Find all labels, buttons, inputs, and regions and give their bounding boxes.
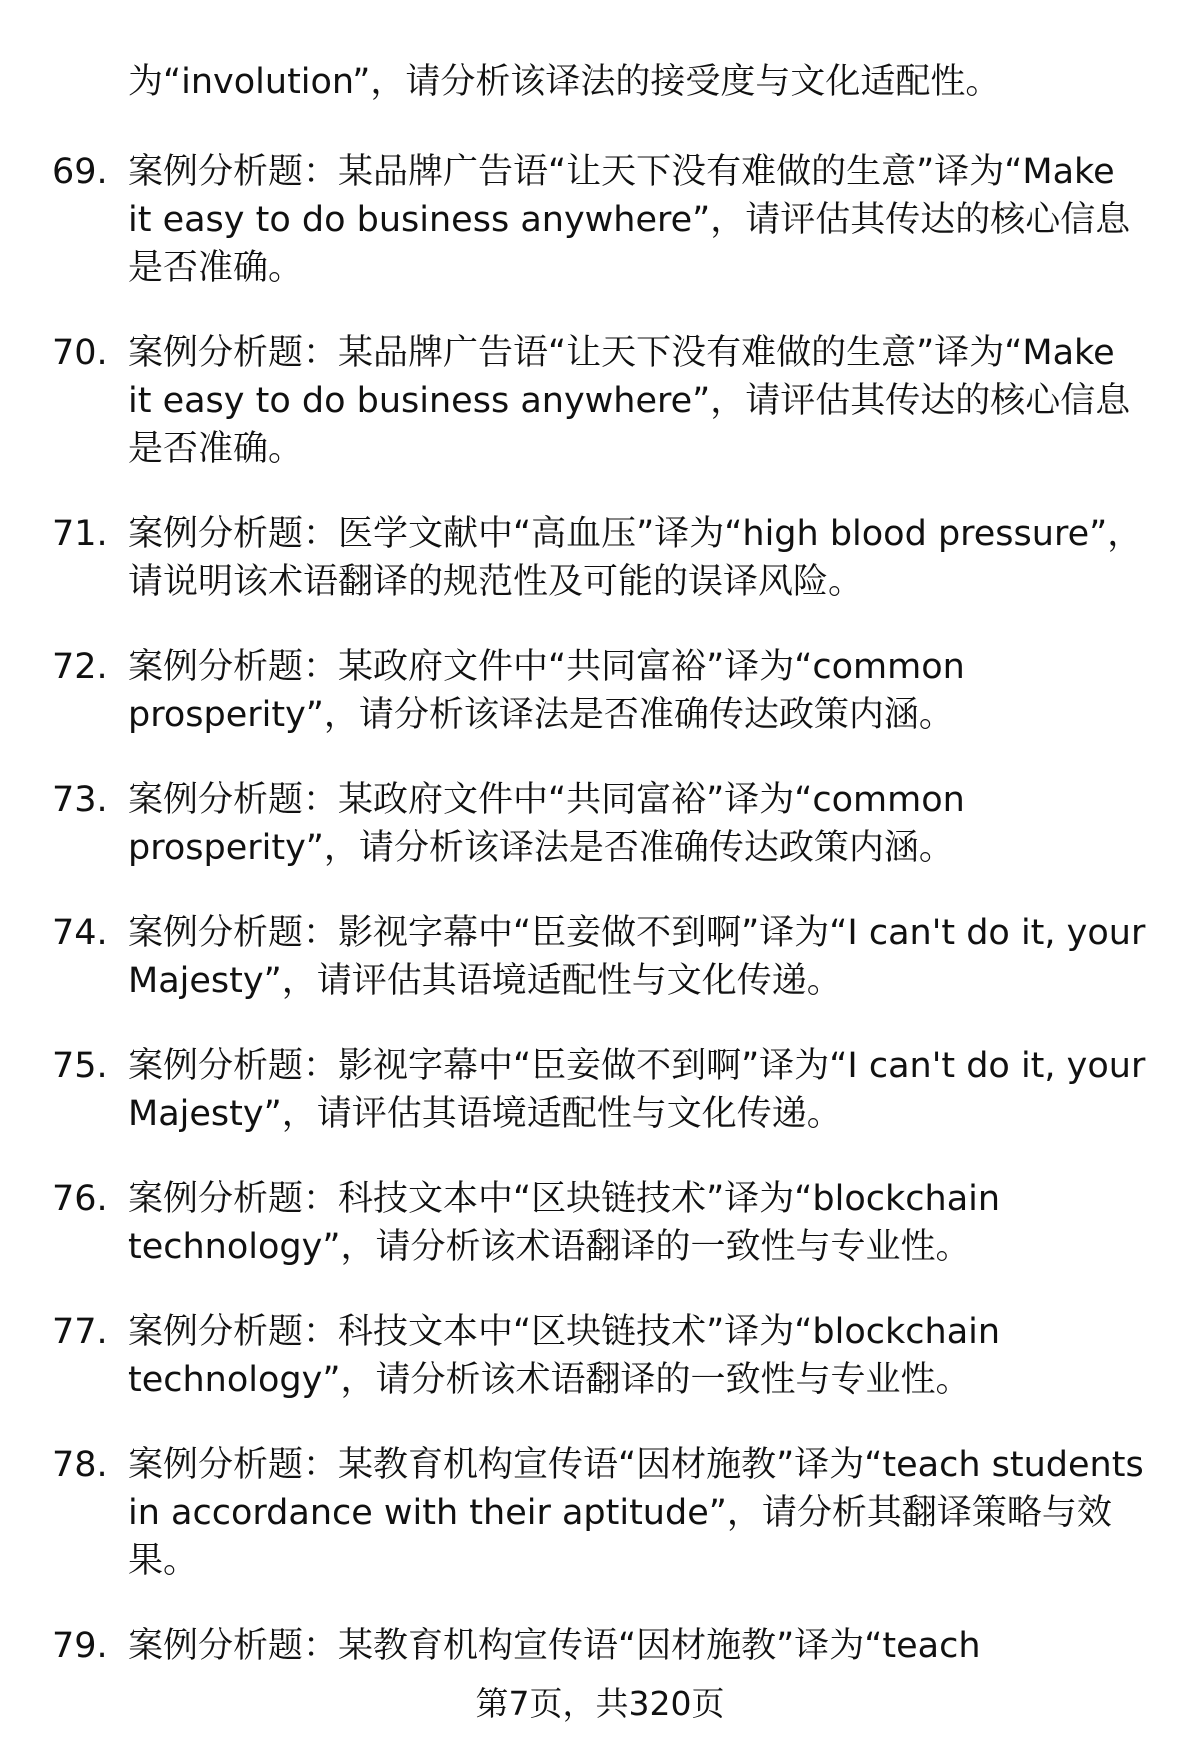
question-list xyxy=(0,148,1200,1707)
question-item xyxy=(0,148,1200,292)
question-number: 69. xyxy=(52,152,108,192)
question-number: 77. xyxy=(52,1312,108,1352)
question-number: 72. xyxy=(52,647,108,687)
question-text: 案例分析题：影视字幕中“臣妾做不到啊”译为“I can't do it, your Majesty”，请评估其语境适配性与文化传递。 xyxy=(128,913,1146,1001)
question-text: 案例分析题：影视字幕中“臣妾做不到啊”译为“I can't do it, your Majesty”，请评估其语境适配性与文化传递。 xyxy=(128,1046,1146,1134)
question-text: 案例分析题：某政府文件中“共同富裕”译为“common prosperity”，请分析该译法是否准确传达政策内涵。 xyxy=(128,647,965,735)
question-item xyxy=(0,1441,1200,1585)
question-item xyxy=(0,1622,1200,1670)
question-text: 案例分析题：某教育机构宣传语“因材施教”译为“teach students in accordance with their aptitude”，请分析其翻译策略与效果。 xyxy=(128,1445,1144,1581)
question-text: 案例分析题：医学文献中“高血压”译为“high blood pressure”，请说明该术语翻译的规范性及可能的误译风险。 xyxy=(128,514,1143,602)
question-item xyxy=(0,909,1200,1005)
question-number: 76. xyxy=(52,1179,108,1219)
question-number: 75. xyxy=(52,1046,108,1086)
question-text: 案例分析题：某政府文件中“共同富裕”译为“common prosperity”，请分析该译法是否准确传达政策内涵。 xyxy=(128,780,965,868)
question-number: 73. xyxy=(52,780,108,820)
question-number: 79. xyxy=(52,1626,108,1666)
question-item xyxy=(0,1308,1200,1404)
question-number: 78. xyxy=(52,1445,108,1485)
question-item xyxy=(0,1175,1200,1271)
question-item xyxy=(0,643,1200,739)
question-number: 70. xyxy=(52,333,108,373)
question-text: 案例分析题：科技文本中“区块链技术”译为“blockchain technology”，请分析该术语翻译的一致性与专业性。 xyxy=(128,1312,1001,1400)
page-number-footer: 第7页，共320页 xyxy=(475,1684,725,1723)
question-number: 71. xyxy=(52,514,108,554)
question-number: 74. xyxy=(52,913,108,953)
question-text: 案例分析题：某品牌广告语“让天下没有难做的生意”译为“Make it easy to do business anywhere”，请评估其传达的核心信息是否准确。 xyxy=(128,152,1131,288)
question-text: 案例分析题：科技文本中“区块链技术”译为“blockchain technology”，请分析该术语翻译的一致性与专业性。 xyxy=(128,1179,1001,1267)
question-item xyxy=(0,510,1200,606)
question-item xyxy=(0,1042,1200,1138)
continued-question-text: 为“involution”，请分析该译法的接受度与文化适配性。 xyxy=(128,62,1001,102)
question-text: 案例分析题：某品牌广告语“让天下没有难做的生意”译为“Make it easy to do business anywhere”，请评估其传达的核心信息是否准确。 xyxy=(128,333,1131,469)
question-item xyxy=(0,329,1200,473)
question-text: 案例分析题：某教育机构宣传语“因材施教”译为“teach xyxy=(128,1626,981,1666)
question-item xyxy=(0,776,1200,872)
